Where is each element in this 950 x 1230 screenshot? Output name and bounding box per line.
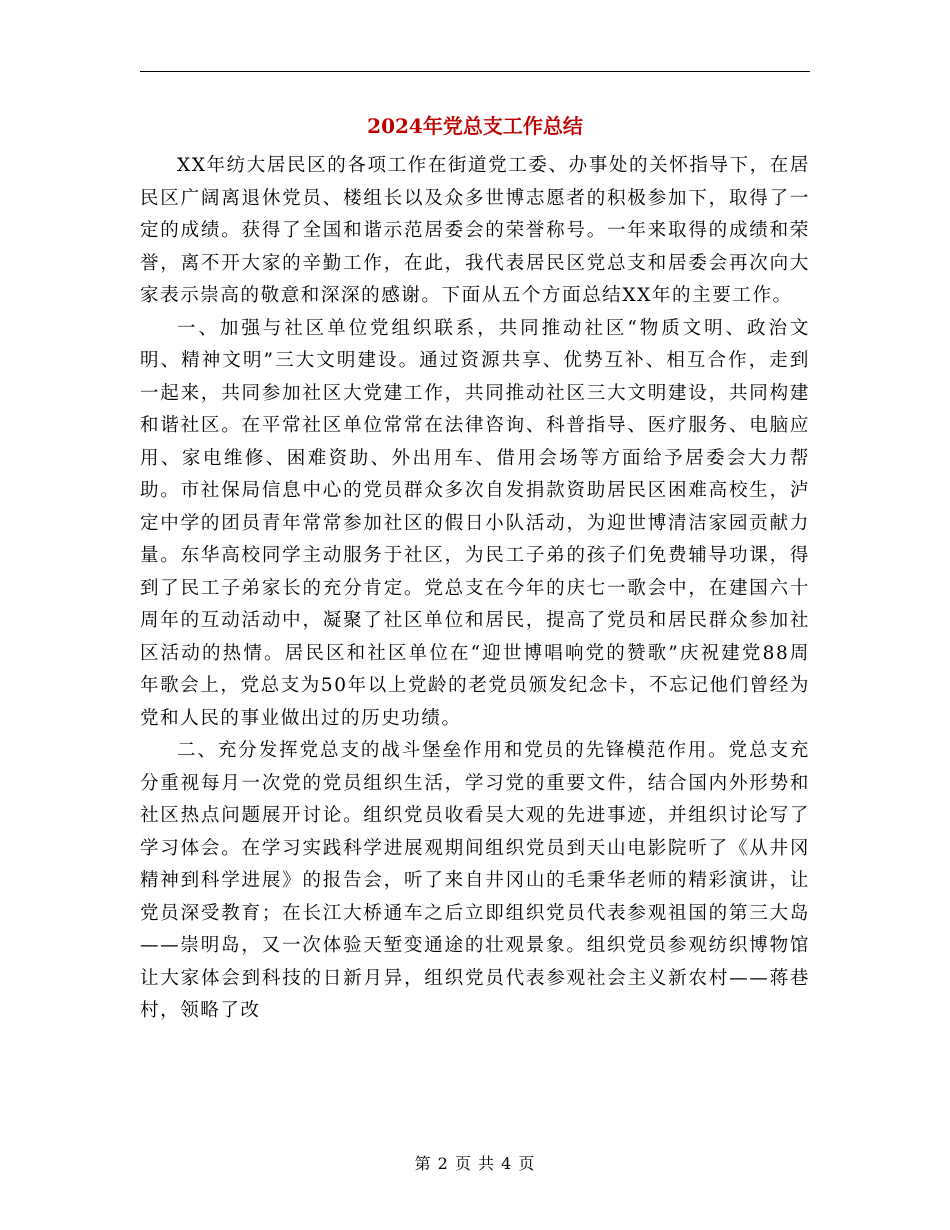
document-title: 2024年党总支工作总结 — [367, 114, 583, 138]
document-body — [140, 150, 810, 1028]
paragraph-section-1: 一、加强与社区单位党组织联系，共同推动社区“物质文明、政治文明、精神文明”三大文明建设。通过资源共享、优势互补、相互合作，走到一起来，共同参加社区大党建工作，共同推动社区三大文明建设，共同构建和谐社区。在平常社区单位常常在法律咨询、科普指导、医疗服务、电脑应用、家电维修、困难资助、外出用车、借用会场等方面给予居委会大力帮助。市社保局信息中心的党员群众多次自发捐款资助居民区困难高校生，泸定中学的团员青年常常参加社区的假日小队活动，为迎世博清洁家园贡献力量。东华高校同学主动服务于社区，为民工子弟的孩子们免费辅导功课，得到了民工子弟家长的充分肯定。党总支在今年的庆七一歌会中，在建国六十周年的互动活动中，凝聚了社区单位和居民，提高了党员和居民群众参加社区活动的热情。居民区和社区单位在“迎世博唱响党的赞歌”庆祝建党88周年歌会上，党总支为50年以上党龄的老党员颁发纪念卡，不忘记他们曾经为党和人民的事业做出过的历史功绩。 — [140, 317, 810, 729]
paragraph-intro: XX年纺大居民区的各项工作在街道党工委、办事处的关怀指导下，在居民区广阔离退休党员、楼组长以及众多世博志愿者的积极参加下，取得了一定的成绩。获得了全国和谐示范居委会的荣誉称号。一年来取得的成绩和荣誉，离不开大家的辛勤工作，在此，我代表居民区党总支和居委会再次向大家表示崇高的敬意和深深的感谢。下面从五个方面总结XX年的主要工作。 — [140, 155, 810, 306]
header-rule — [140, 71, 810, 72]
paragraph-section-2: 二、充分发挥党总支的战斗堡垒作用和党员的先锋模范作用。党总支充分重视每月一次党的党员组织生活，学习党的重要文件，结合国内外形势和社区热点问题展开讨论。组织党员收看吴大观的先进事迹，并组织讨论写了学习体会。在学习实践科学进展观期间组织党员到天山电影院听了《从井冈精神到科学进展》的报告会，听了来自井冈山的毛秉华老师的精彩演讲，让党员深受教育；在长江大桥通车之后立即组织党员代表参观祖国的第三大岛——崇明岛，又一次体验天堑变通途的壮观景象。组织党员参观纺织博物馆让大家体会到科技的日新月异，组织党员代表参观社会主义新农村——蒋巷村，领略了改 — [140, 740, 810, 1021]
page-number-footer: 第 2 页 共 4 页 — [414, 1154, 536, 1173]
